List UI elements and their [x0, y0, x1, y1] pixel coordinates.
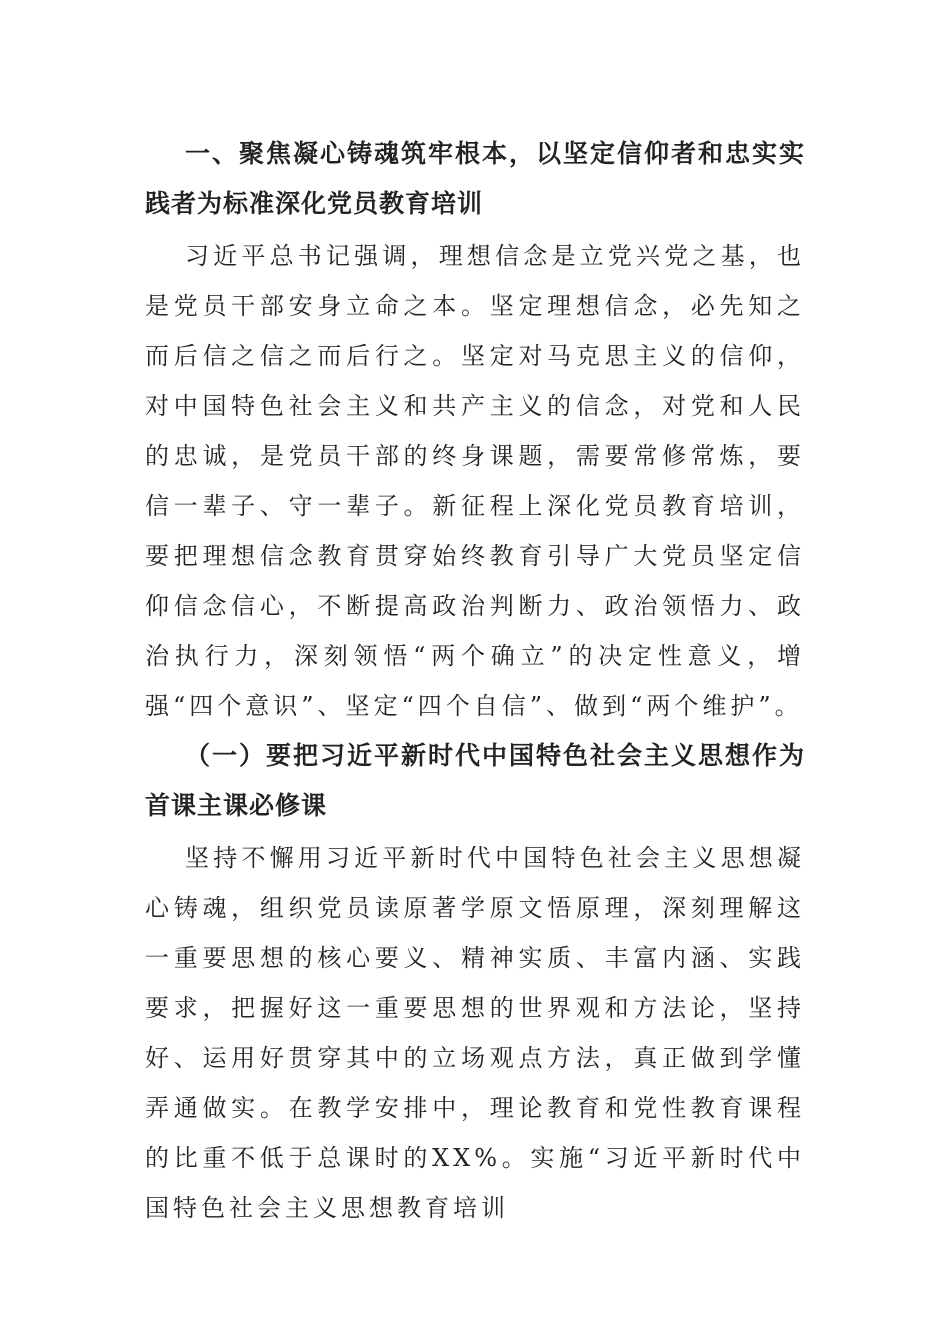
body-paragraph: 坚持不懈用习近平新时代中国特色社会主义思想凝心铸魂，组织党员读原著学原文悟原理，深刻理解这一重要思想的核心要义、精神实质、丰富内涵、实践要求，把握好这一重要思想的世界观和方法论，坚持好、运用好贯穿其中的立场观点方法，真正做到学懂弄通做实。在教学安排中，理论教育和党性教育课程的比重不低于总课时的XX%。实施“习近平新时代中国特色社会主义思想教育培训 [145, 844, 805, 1222]
document-body [145, 129, 805, 1233]
section-heading: 一、聚焦凝心铸魂筑牢根本，以坚定信仰者和忠实实践者为标准深化党员教育培训 [145, 139, 805, 218]
subsection-heading: （一）要把习近平新时代中国特色社会主义思想作为首课主课必修课 [145, 741, 805, 820]
body-paragraph: 习近平总书记强调，理想信念是立党兴党之基，也是党员干部安身立命之本。坚定理想信念，必先知之而后信之信之而后行之。坚定对马克思主义的信仰，对中国特色社会主义和共产主义的信念，对党和人民的忠诚，是党员干部的终身课题，需要常修常炼，要信一辈子、守一辈子。新征程上深化党员教育培训，要把理想信念教育贯穿始终教育引导广大党员坚定信仰信念信心，不断提高政治判断力、政治领悟力、政治执行力，深刻领悟“两个确立”的决定性意义，增强“四个意识”、坚定“四个自信”、做到“两个维护”。 [145, 242, 805, 720]
